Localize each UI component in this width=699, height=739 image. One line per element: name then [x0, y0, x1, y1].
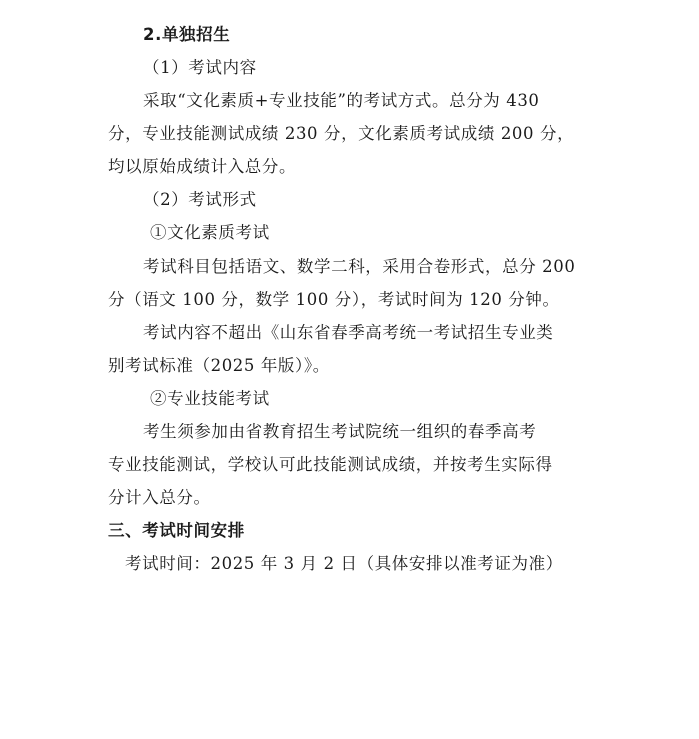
paragraph-1-line-2: 分，专业技能测试成绩 230 分，文化素质考试成绩 200 分， [108, 124, 575, 143]
paragraph-3-line-2: 别考试标准（2025 年版）》。 [108, 356, 330, 375]
section-3-title: 三、考试时间安排 [108, 521, 245, 540]
paragraph-4-line-2: 专业技能测试，学校认可此技能测试成绩，并按考生实际得 [108, 455, 553, 474]
subsection-1-title: （1）考试内容 [143, 58, 257, 77]
paragraph-4-line-1: 考生须参加由省教育招生考试院统一组织的春季高考 [143, 422, 537, 441]
section-2-title: 2.单独招生 [143, 25, 231, 44]
item-1-title: ①文化素质考试 [150, 223, 270, 242]
paragraph-2-line-1: 考试科目包括语文、数学二科，采用合卷形式，总分 200 [143, 257, 576, 276]
item-2-title: ②专业技能考试 [150, 389, 270, 408]
paragraph-3-line-1: 考试内容不超出《山东省春季高考统一考试招生专业类 [143, 323, 554, 342]
subsection-2-title: （2）考试形式 [143, 190, 257, 209]
paragraph-4-line-3: 分计入总分。 [108, 488, 211, 507]
paragraph-1-line-3: 均以原始成绩计入总分。 [108, 157, 297, 176]
exam-time-line: 考试时间：2025 年 3 月 2 日（具体安排以准考证为准） [125, 554, 563, 573]
paragraph-1-line-1: 采取“文化素质+专业技能”的考试方式。总分为 430 [143, 91, 540, 110]
paragraph-2-line-2: 分（语文 100 分，数学 100 分），考试时间为 120 分钟。 [108, 290, 560, 309]
